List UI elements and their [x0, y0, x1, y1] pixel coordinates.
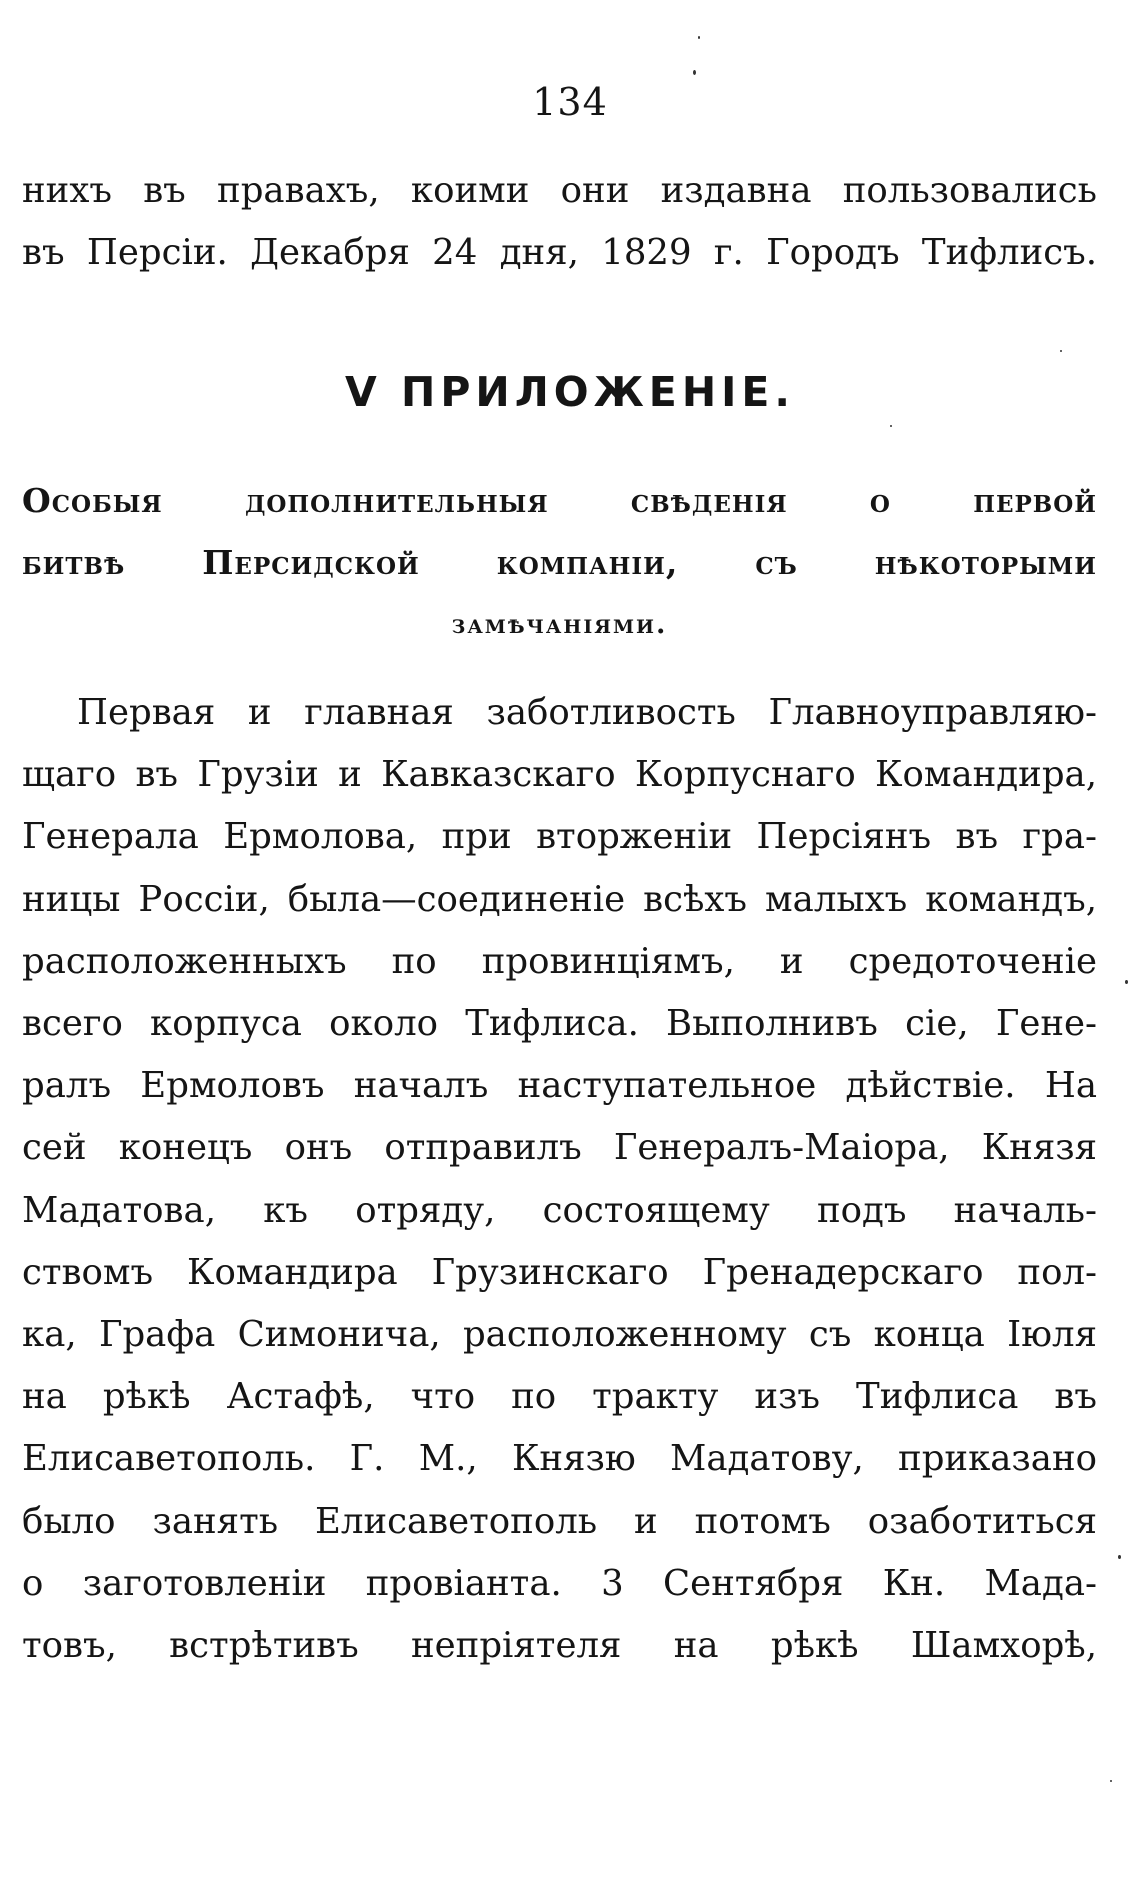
scan-speck — [890, 425, 892, 427]
text-line: о заготовленіи провіанта. 3 Сентября Кн. Мада- — [22, 1562, 1097, 1604]
scan-speck — [1060, 350, 1062, 352]
scan-speck — [1125, 980, 1128, 984]
text-line: ницы Россіи, была—соединеніе всѣхъ малыхъ командъ, — [22, 878, 1097, 920]
appendix-subheading — [22, 470, 1097, 656]
subheading-line: замѣчаніями. — [451, 609, 668, 640]
text-line: ствомъ Командира Грузинскаго Гренадерскаго пол- — [22, 1251, 1097, 1293]
page-number: 134 — [532, 80, 608, 124]
body-paragraph — [22, 682, 1097, 1677]
subheading-line: Особыя дополнительныя свѣденія о первой — [22, 481, 1097, 520]
text-line: Первая и главная заботливость Главноуправляю- — [77, 692, 1097, 733]
text-line: расположенныхъ по провинціямъ, и средоточеніе — [22, 940, 1097, 982]
text-line: сей конецъ онъ отправилъ Генералъ-Маіора, Князя — [22, 1127, 1097, 1169]
text-line: ралъ Ермоловъ началъ наступательное дѣйствіе. На — [22, 1065, 1097, 1107]
text-line: Мадатова, къ отряду, состоящему подъ началь- — [22, 1189, 1097, 1231]
text-line: всего корпуса около Тифлиса. Выполнивъ сіе, Гене- — [22, 1003, 1097, 1045]
opening-paragraph — [22, 160, 1097, 284]
text-line: Елисаветополь. Г. М., Князю Мадатову, приказано — [22, 1438, 1097, 1480]
text-line: ка, Графа Симонича, расположенному съ конца Іюля — [22, 1314, 1097, 1356]
scan-speck — [1118, 1555, 1121, 1559]
text-line: въ Персіи. Декабря 24 дня, 1829 г. Городъ Тифлисъ. — [22, 232, 1097, 273]
text-line: товъ, встрѣтивъ непріятеля на рѣкѣ Шамхорѣ, — [22, 1625, 1097, 1667]
text-line: на рѣкѣ Астафѣ, что по тракту изъ Тифлиса въ — [22, 1376, 1097, 1418]
text-line: щаго въ Грузіи и Кавказскаго Корпуснаго Командира, — [22, 754, 1097, 796]
scan-speck — [693, 70, 696, 75]
text-line: нихъ въ правахъ, коими они издавна пользовались — [22, 170, 1097, 211]
scan-speck — [698, 36, 700, 39]
scan-speck — [1110, 1780, 1112, 1782]
appendix-heading: V ПРИЛОЖЕНІЕ. — [345, 368, 795, 416]
subheading-line: битвѣ Персидской компаніи, съ нѣкоторыми — [22, 543, 1097, 582]
text-line: Генерала Ермолова, при вторженіи Персіянъ въ гра- — [22, 816, 1097, 858]
text-line: было занять Елисаветополь и потомъ озаботиться — [22, 1500, 1097, 1542]
